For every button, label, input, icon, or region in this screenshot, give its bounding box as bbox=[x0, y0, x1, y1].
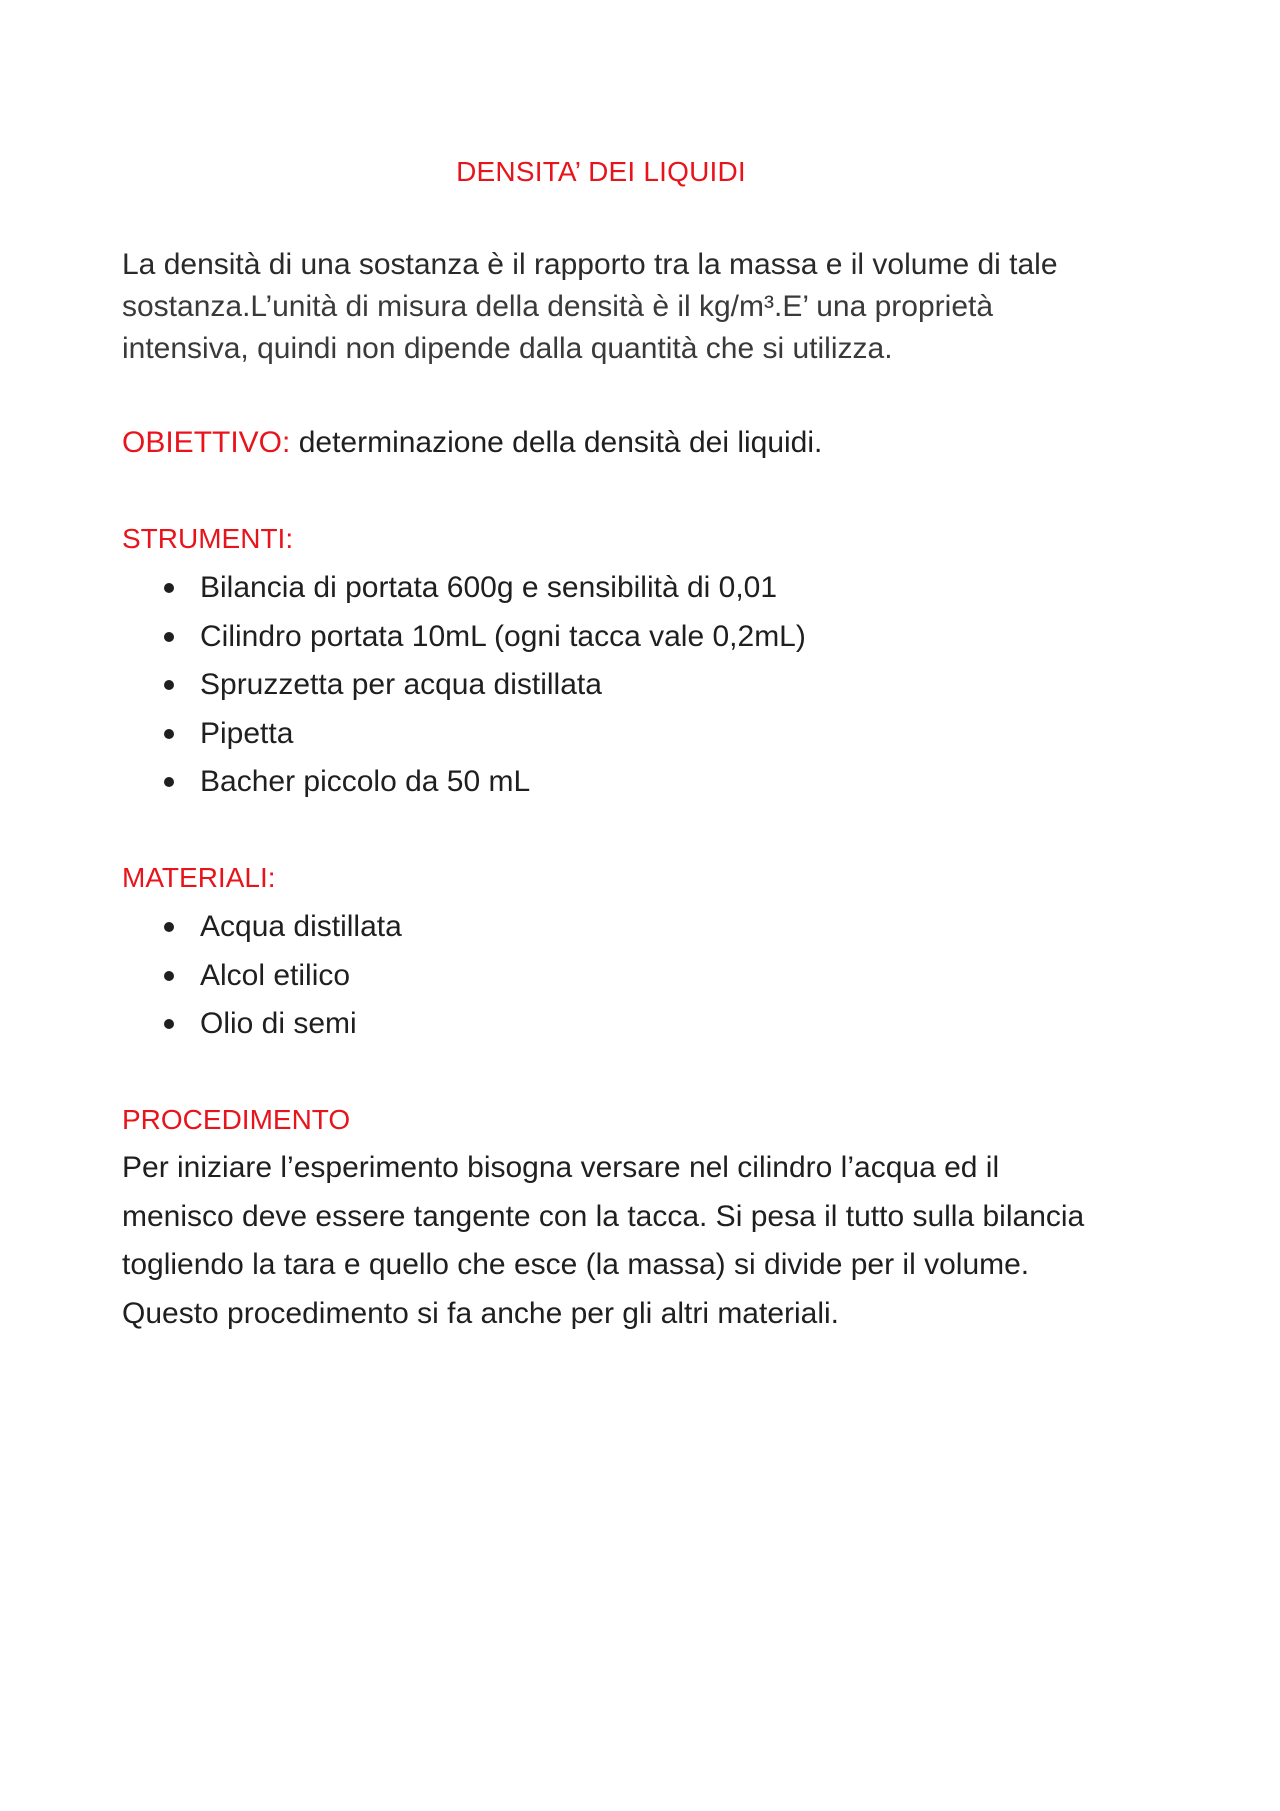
procedimento-paragraph bbox=[122, 1144, 1162, 1338]
strumenti-heading: STRUMENTI: bbox=[122, 523, 294, 554]
procedimento-line: Questo procedimento si fa anche per gli altri materiali. bbox=[122, 1296, 840, 1330]
intro-line: intensiva, quindi non dipende dalla quantità che si utilizza. bbox=[122, 332, 893, 365]
procedimento-line: Per iniziare l’esperimento bisogna versare nel cilindro l’acqua ed il bbox=[122, 1151, 1000, 1184]
bullet-icon bbox=[164, 680, 174, 690]
list-item-text: Cilindro portata 10mL (ogni tacca vale 0,2mL) bbox=[200, 619, 806, 653]
objective-label: OBIETTIVO: bbox=[122, 426, 291, 459]
procedimento-line: togliendo la tara e quello che esce (la massa) si divide per il volume. bbox=[122, 1248, 1030, 1281]
bullet-icon bbox=[164, 583, 174, 593]
bullet-icon bbox=[164, 777, 174, 787]
bullet-icon bbox=[164, 729, 174, 739]
procedimento-line: menisco deve essere tangente con la tacca. Si pesa il tutto sulla bilancia bbox=[122, 1199, 1085, 1233]
list-item-text: Olio di semi bbox=[200, 1007, 357, 1040]
intro-line: sostanza.L’unità di misura della densità è il kg/m³.E’ una proprietà bbox=[122, 290, 994, 323]
bullet-icon bbox=[164, 971, 174, 981]
objective-text: determinazione della densità dei liquidi. bbox=[290, 426, 823, 459]
materiali-heading: MATERIALI: bbox=[122, 862, 276, 893]
intro-line: La densità di una sostanza è il rapporto tra la massa e il volume di tale bbox=[122, 248, 1058, 281]
list-item-text: Pipetta bbox=[200, 716, 294, 750]
list-item-text: Alcol etilico bbox=[200, 958, 351, 992]
bullet-icon bbox=[164, 632, 174, 642]
document-title: DENSITA’ DEI LIQUIDI bbox=[456, 156, 746, 187]
list-item-text: Bilancia di portata 600g e sensibilità di 0,01 bbox=[200, 571, 778, 604]
intro-paragraph bbox=[122, 244, 1142, 370]
objective-paragraph bbox=[122, 422, 822, 464]
list-item-text: Acqua distillata bbox=[200, 910, 402, 943]
list-item-text: Bacher piccolo da 50 mL bbox=[200, 765, 531, 798]
bullet-icon bbox=[164, 922, 174, 932]
procedimento-heading: PROCEDIMENTO bbox=[122, 1104, 351, 1135]
list-item-text: Spruzzetta per acqua distillata bbox=[200, 668, 602, 701]
bullet-icon bbox=[164, 1019, 174, 1029]
